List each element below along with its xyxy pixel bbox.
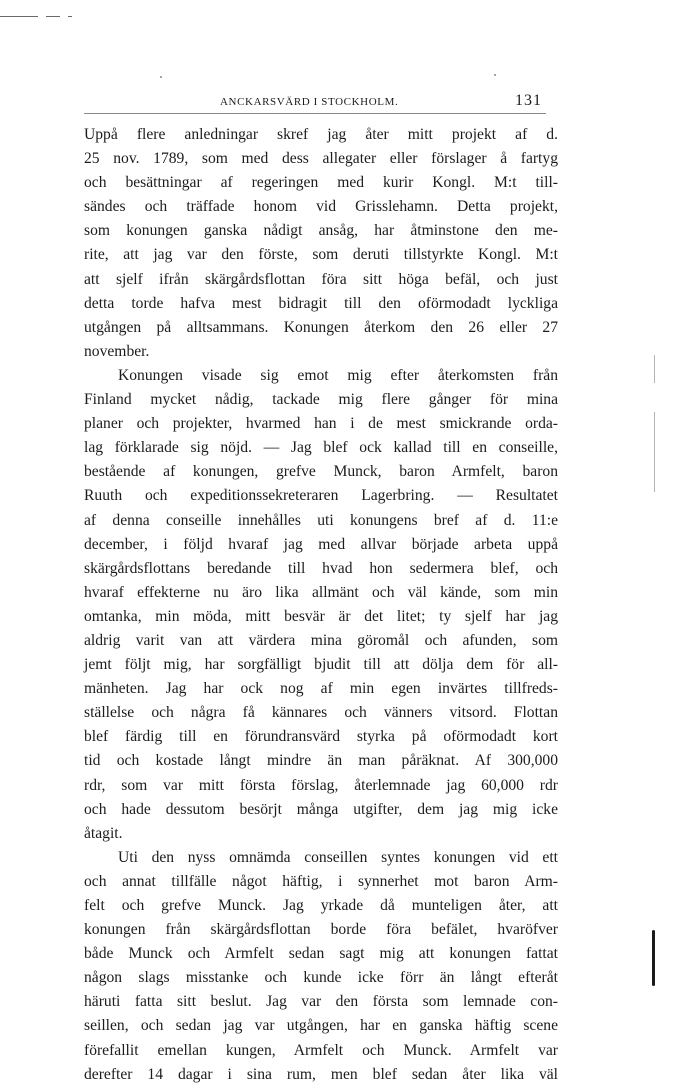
paragraph [84, 123, 558, 364]
text-line: hvaraf effekterne nu äro lika allmänt och väl kände, som min [84, 583, 558, 601]
header-rule [84, 113, 546, 114]
text-line: jemt följt mig, har sorgfälligt bjudit till att dölja dem för all- [84, 656, 558, 674]
text-line: och besättningar af regeringen med kurir Kongl. M:t till- [84, 174, 558, 192]
text-line: Konungen visade sig emot mig efter återkomsten från [118, 366, 558, 384]
text-line: rdr, som var mitt första förslag, återlemnade jag 60,000 rdr [84, 776, 558, 794]
text-line: aldrig varit van att värdera mina göromål och afunden, som [84, 631, 558, 649]
text-line: omtanka, min möda, mitt besvär är det litet; ty sjelf har jag [84, 607, 558, 625]
text-line: sändes och träffade honom vid Grisslehamn. Detta projekt, [84, 198, 558, 216]
text-line: detta torde hafva mest bidragit till den oförmodadt lyckliga [84, 294, 558, 312]
text-line: och hade dessutom besörjt många utgifter, dem jag mig icke [84, 800, 558, 818]
text-line: november. [84, 342, 150, 360]
paragraph [84, 846, 558, 1087]
body-text [84, 123, 558, 1087]
text-line: Uti den nyss omnämda conseillen syntes konungen vid ett [118, 848, 558, 866]
text-line: förefallit emellan kungen, Armfelt och Munck. Armfelt var [84, 1041, 558, 1059]
text-line: december, i följd hvaraf jag med allvar började arbeta uppå [84, 535, 558, 553]
text-line: seillen, och sedan jag var utgången, har en ganska häftig scene [84, 1017, 558, 1035]
text-line: som konungen ganska nådigt ansåg, har åtminstone den me- [84, 222, 558, 240]
text-line: skärgårdsflottans beredande till hvad hon sedermera blef, och [84, 559, 558, 577]
scan-edge-mark [0, 16, 38, 17]
scan-edge-mark [68, 16, 72, 17]
text-line: lag förklarade sig nöjd. — Jag blef ock kallad till en conseille, [84, 439, 558, 457]
text-line: utgången på alltsammans. Konungen återkom den 26 eller 27 [84, 318, 558, 336]
text-line: häruti fatta sitt beslut. Jag var den första som lemnade con- [84, 993, 558, 1011]
text-line: Finland mycket nådig, tackade mig flere gånger för mina [84, 391, 558, 409]
text-line: mänheten. Jag har ock nog af min egen invärtes tillfreds- [84, 680, 558, 698]
text-line: både Munck och Armfelt sedan sagt mig att konungen fattat [84, 945, 558, 963]
text-line: bestående af konungen, grefve Munck, baron Armfelt, baron [84, 463, 558, 481]
page-edge-shadow [652, 930, 655, 986]
text-line: blef färdig till en förundransvärd styrka på oförmodadt kort [84, 728, 558, 746]
text-line: tid och kostade långt mindre än man påräknat. Af 300,000 [84, 752, 558, 770]
text-line: rite, att jag var den förste, som deruti tillstyrkte Kongl. M:t [84, 246, 558, 264]
text-line: ställelse och några få kännares och vänners vitsord. Flottan [84, 704, 558, 722]
text-line: planer och projekter, hvarmed han i de mest smickrande orda- [84, 415, 558, 433]
text-line: derefter 14 dagar i sina rum, men blef sedan åter lika väl [84, 1065, 558, 1083]
scan-speck [494, 74, 496, 76]
paragraph [84, 364, 558, 846]
text-line: felt och grefve Munck. Jag yrkade då munteligen åter, att [84, 897, 558, 914]
running-head: ANCKARSVÄRD I STOCKHOLM. [220, 96, 399, 108]
text-line: konungen från skärgårdsflottan borde föra befälet, hvaröfver [84, 921, 558, 939]
page-edge-line [654, 355, 655, 383]
text-line: någon slags misstanke och kunde icke förr än långt efteråt [84, 969, 558, 987]
text-line: 25 nov. 1789, som med dess allegater eller förslager å fartyg [84, 150, 558, 168]
scan-speck [160, 76, 162, 78]
text-line: åtagit. [84, 824, 123, 842]
text-line: och annat tillfälle något häftig, i synnerhet mot baron Arm- [84, 872, 558, 890]
text-line: Uppå flere anledningar skref jag åter mitt projekt af d. [84, 126, 558, 143]
page-number: 131 [515, 92, 542, 109]
page-edge-line [654, 412, 655, 492]
text-line: Ruuth och expeditionssekreteraren Lagerbring. — Resultatet [84, 487, 558, 505]
text-line: att sjelf ifrån skärgårdsflottan föra sitt höga befäl, och just [84, 270, 558, 288]
page-header [84, 92, 546, 114]
text-line: af denna conseille innehålles uti konungens bref af d. 11:e [84, 511, 558, 529]
scan-edge-mark [46, 16, 60, 17]
